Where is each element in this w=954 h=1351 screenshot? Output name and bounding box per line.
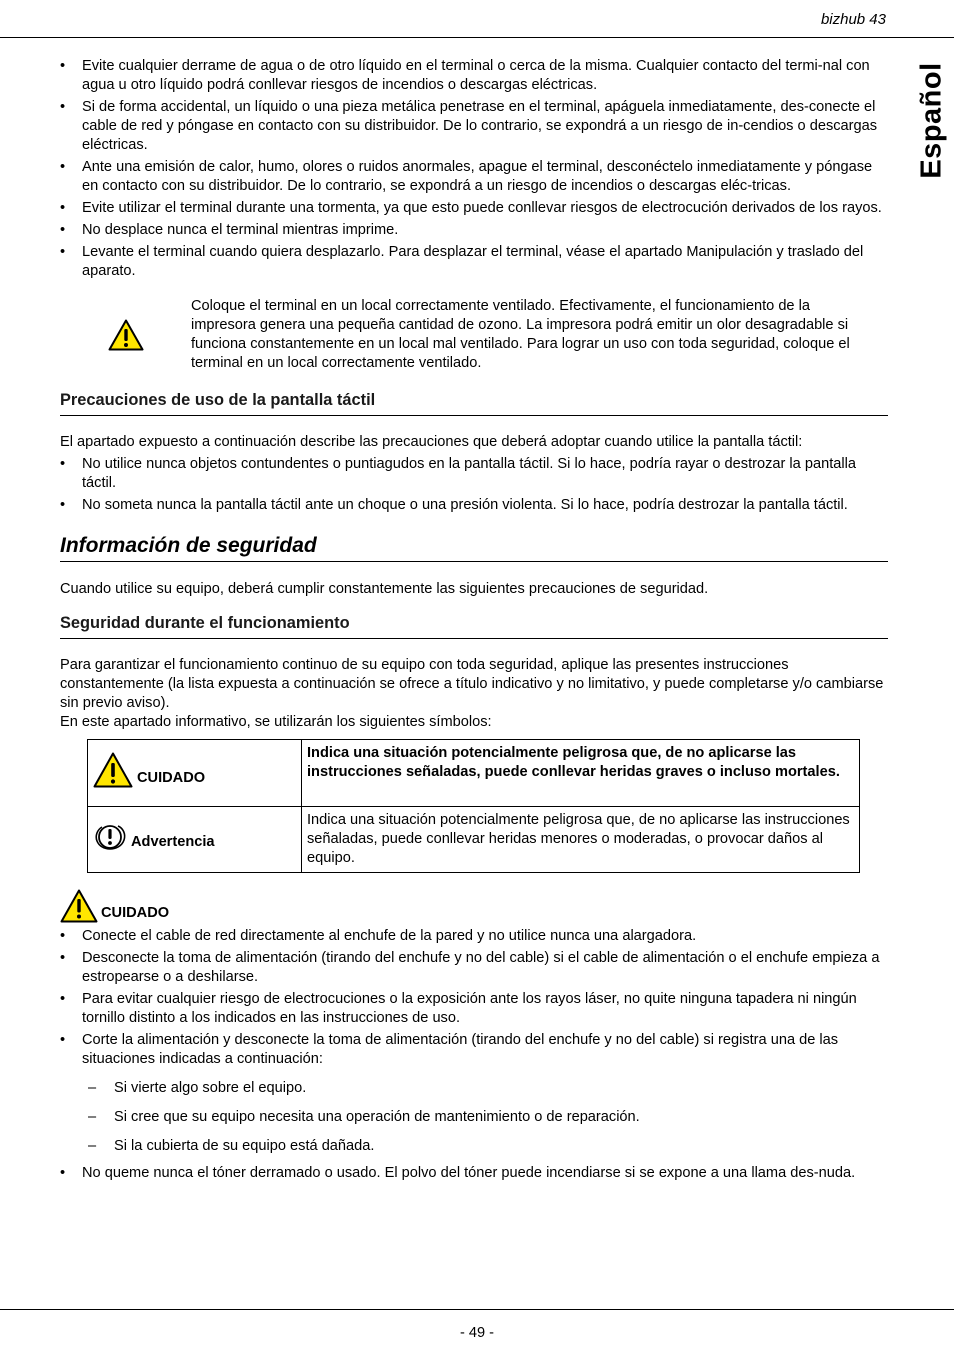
caution-bullet-list xyxy=(60,927,888,1183)
sub-list-item: – Si la cubierta de su equipo está dañada. xyxy=(60,1137,888,1156)
list-item: • No queme nunca el tóner derramado o usado. El polvo del tóner puede incendiarse si se expone a una llama des-nuda. xyxy=(60,1164,888,1183)
safety-info-heading: Información de seguridad xyxy=(60,536,888,562)
touch-screen-intro: El apartado expuesto a continuación describe las precauciones que deberá adoptar cuando utilice la pantalla táctil: xyxy=(60,434,803,450)
table-row xyxy=(88,807,860,873)
language-side-tab xyxy=(912,58,952,182)
exclamation-circle-icon xyxy=(93,822,127,852)
touch-screen-heading: Precauciones de uso de la pantalla táctil xyxy=(60,391,888,416)
safety-info-intro: Cuando utilice su equipo, deberá cumplir constantemente las siguientes precauciones de seguridad. xyxy=(60,581,709,597)
list-item: • Evite cualquier derrame de agua o de otro líquido en el terminal o cerca de la misma. Cualquier contacto del termi-nal con agua u otro líquido podrá conllevar riesgos de incendios o descargas eléctricas. xyxy=(60,57,888,95)
list-item: • Si de forma accidental, un líquido o una pieza metálica penetrase en el terminal, apáguela inmediatamente, des-conecte el cable de red y póngase en contacto con su distribuidor. De lo contrario, se expondrá a un riesgo de in-cendios o descargas eléctricas. xyxy=(60,98,888,155)
symbol-cell xyxy=(88,740,302,807)
warning-triangle-icon xyxy=(60,297,191,373)
sub-list-item: – Si vierte algo sobre el equipo. xyxy=(60,1079,888,1098)
symbol-cell xyxy=(88,807,302,873)
operation-safety-paragraph: Para garantizar el funcionamiento continuo de su equipo con toda seguridad, aplique las presentes instrucciones constantemente (la lista expuesta a continuación se ofrece a título indicativo y no limitativo, y puede completarse y/o cambiarse sin previo aviso). xyxy=(60,657,884,711)
table-row xyxy=(88,740,860,807)
warning-triangle-icon xyxy=(93,752,133,788)
header-model-name: bizhub 43 xyxy=(820,11,886,28)
caution-label-row xyxy=(60,889,888,923)
symbol-description: Indica una situación potencialmente peligrosa que, de no aplicarse las instrucciones señaladas, puede conllevar heridas menores o moderadas, o provocar daños al equipo. xyxy=(302,807,860,873)
language-side-tab-label: Español xyxy=(915,61,948,179)
symbol-description: Indica una situación potencialmente peligrosa que, de no aplicarse las instrucciones señaladas, puede conllevar heridas graves o incluso mortales. xyxy=(302,740,860,807)
intro-bullet-list xyxy=(60,57,888,281)
list-item: • Evite utilizar el terminal durante una tormenta, ya que esto puede conllevar riesgos de electrocución derivados de los rayos. xyxy=(60,199,888,218)
ventilation-note-text: Coloque el terminal en un local correctamente ventilado. Efectivamente, el funcionamiento de la impresora genera una pequeña cantidad de ozono. La impresora podrá emitir un olor desagradable si funciona constantemente en un local mal ventilado. Para lograr un uso con toda seguridad, coloque el terminal en un local correctamente ventilado. xyxy=(191,298,850,371)
symbols-intro: En este apartado informativo, se utilizarán los siguientes símbolos: xyxy=(60,714,492,730)
caution-label: CUIDADO xyxy=(101,905,170,921)
list-item xyxy=(60,1031,888,1156)
sub-list-item: – Si cree que su equipo necesita una operación de mantenimiento o de reparación. xyxy=(60,1108,888,1127)
symbols-table xyxy=(87,739,860,873)
ventilation-note xyxy=(60,297,888,373)
symbol-label: CUIDADO xyxy=(137,770,206,786)
list-item: • Desconecte la toma de alimentación (tirando del enchufe y no del cable) si el cable de alimentación o el enchufe empieza a estropearse o a deshilarse. xyxy=(60,949,888,987)
page-number: - 49 - xyxy=(459,1325,495,1341)
list-item: • Ante una emisión de calor, humo, olores o ruidos anormales, apague el terminal, desconéctelo inmediatamente y póngase en contacto con su distribuidor. De lo contrario, se expondrá a un riesgo de incendios o descargas eléc-tricas. xyxy=(60,158,888,196)
touch-screen-bullet-list xyxy=(60,455,888,515)
operation-safety-heading: Seguridad durante el funcionamiento xyxy=(60,614,888,639)
list-item: • No someta nunca la pantalla táctil ante un choque o una presión violenta. Si lo hace, podría destrozar la pantalla táctil. xyxy=(60,496,888,515)
list-item: • Para evitar cualquier riesgo de electrocuciones o la exposición ante los rayos láser, no quite ninguna tapadera ni ningún tornillo distinto a los indicados en las instrucciones de uso. xyxy=(60,990,888,1028)
list-item-text: Corte la alimentación y desconecte la toma de alimentación (tirando del enchufe y no del cable) si registra una de las situaciones indicadas a continuación: xyxy=(82,1032,839,1067)
page-content xyxy=(60,57,888,1186)
list-item: • Conecte el cable de red directamente al enchufe de la pared y no utilice nunca una alargadora. xyxy=(60,927,888,946)
list-item: • No utilice nunca objetos contundentes o puntiagudos en la pantalla táctil. Si lo hace, podría rayar o destrozar la pantalla táctil. xyxy=(60,455,888,493)
list-item: • No desplace nunca el terminal mientras imprime. xyxy=(60,221,888,240)
symbol-label: Advertencia xyxy=(131,833,215,850)
caution-sub-list xyxy=(60,1079,888,1156)
warning-triangle-icon xyxy=(60,889,98,923)
header-rule xyxy=(0,37,954,38)
list-item: • Levante el terminal cuando quiera desplazarlo. Para desplazar el terminal, véase el apartado Manipulación y traslado del aparato. xyxy=(60,243,888,281)
footer-rule xyxy=(0,1309,954,1310)
